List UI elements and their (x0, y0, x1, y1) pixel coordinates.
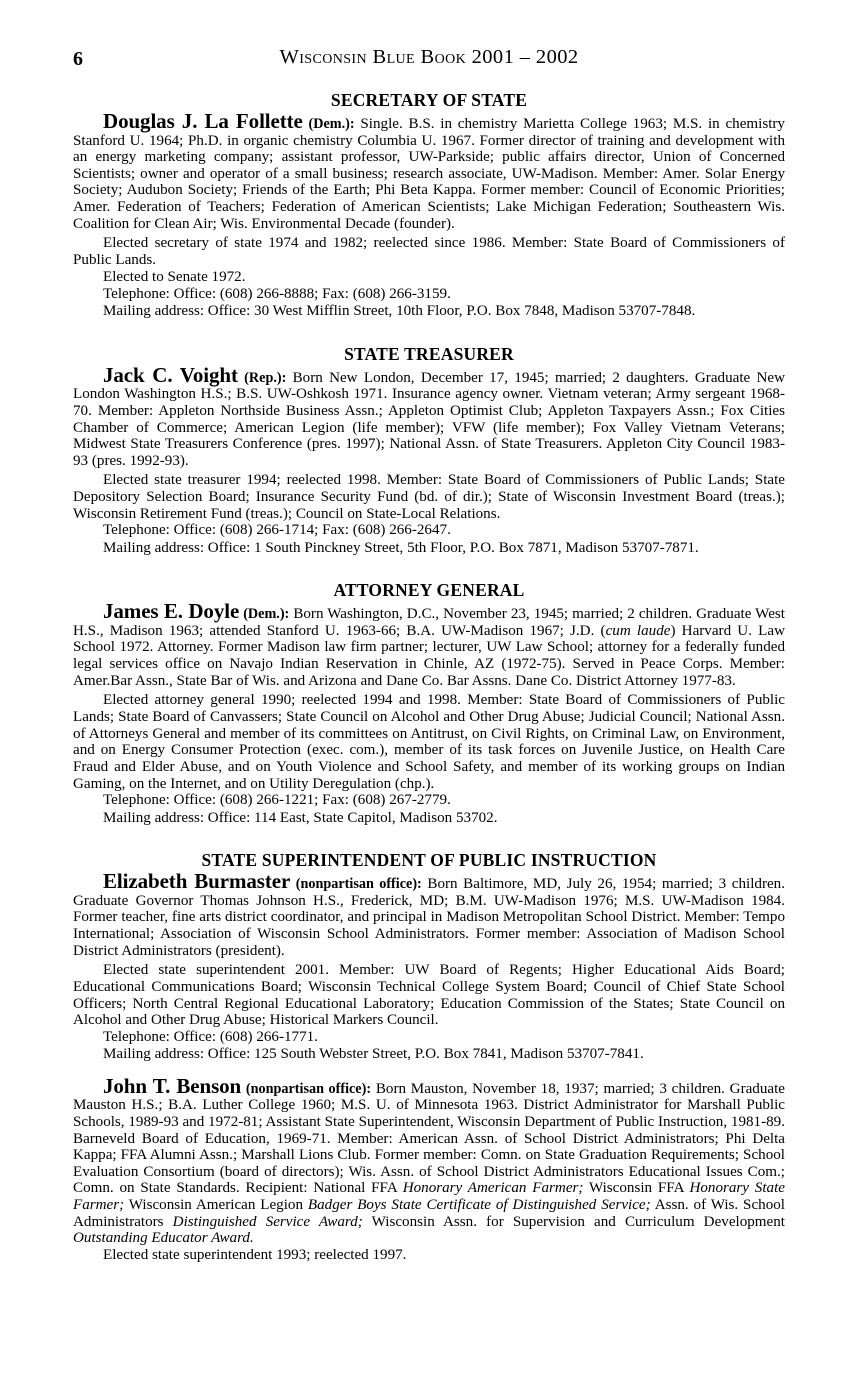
page-number: 6 (73, 48, 83, 70)
official-mailing-line: Mailing address: Office: 114 East, State Capitol, Madison 53702. (103, 809, 498, 826)
section-gap (73, 321, 785, 335)
official-mailing-line: Mailing address: Office: 1 South Pinckney Street, 5th Floor, P.O. Box 7871, Madison 53707-7871. (103, 539, 699, 556)
official-bio-text: Single. B.S. in chemistry Marietta College 1963; M.S. in chemistry Stanford U. 1964; Ph.D. in organic chemistry Columbia U. 1967. Former director of training and development with an energy marketing company; assistant professor, UW-Parkside; public affairs director, Union of Concerned Scientists; owner and operator of a small business; research associate, UW-Madison. Member: Amer. Solar Energy Society; Audubon Society; Friends of the Earth; Phi Beta Kappa. Former member: Council of Economic Priorities; Amer. Federation of Teachers; Federation of American Scientists; Lake Michigan Federation; Southeastern Wis. Coalition for Clean Air; Wis. Environmental Decade (founder). (73, 116, 785, 232)
official-name: John T. Benson (103, 1073, 242, 1098)
official-detail-line: Elected to Senate 1972. (103, 268, 246, 285)
official-bio-text-mid: Assn. of Wis. School Administrators (73, 1197, 785, 1230)
official-telephone-line: Telephone: Office: (608) 266-1221; Fax: (608) 267-2779. (103, 792, 451, 809)
official-bio-text: Born Baltimore, MD, July 26, 1954; married; 3 children. Graduate Governor Thomas Johnson H.S., Frederick, MD; B.M. UW-Madison 1976; M.S. UW-Madison 1984. Former teacher, fine arts district coordinator, and principal in Madison Metropolitan School District. Member: Tempo International; Association of Wisconsin School Administrators. Former member: Association of Madison School District Administrators (president). (73, 876, 785, 959)
section-gap (73, 827, 785, 841)
official-telephone-line: Telephone: Office: (608) 266-8888; Fax: (608) 266-3159. (103, 285, 451, 302)
official-elected-line: Elected state superintendent 1993; reelected 1997. (103, 1246, 407, 1263)
award-title-honorary-state-farmer: Honorary State Farmer; (73, 1180, 785, 1214)
award-title-badger-boys-state: Badger Boys State Certificate of Distinguished Service; (307, 1197, 651, 1214)
book-title: Wisconsin Blue Book 2001 – 2002 (279, 46, 579, 68)
award-title-distinguished-service: Distinguished Service Award; (172, 1213, 363, 1230)
official-bio (73, 869, 785, 959)
official-bio-text-mid: Wisconsin Assn. for Supervision and Curriculum Development (362, 1213, 785, 1230)
official-name: Elizabeth Burmaster (103, 869, 291, 894)
award-title-honorary-american-farmer: Honorary American Farmer; (402, 1180, 584, 1197)
official-name: Douglas J. La Follette (103, 109, 303, 133)
section-state-superintendent (73, 850, 785, 1264)
official-bio-text-pre: Born Washington, D.C., November 23, 1945; married; 2 children. Graduate West H.S., Madison 1963; attended Stanford U. 1963-66; B.A. UW-Madison 1967; J.D. ( (73, 606, 785, 639)
official-name: Jack C. Voight (103, 362, 238, 387)
official-party: (Rep.): (244, 369, 287, 386)
official-mailing-line: Mailing address: Office: 30 West Mifflin Street, 10th Floor, P.O. Box 7848, Madison 53707-7848. (103, 303, 696, 320)
official-service-paragraph: Elected attorney general 1990; reelected 1994 and 1998. Member: State Board of Commissioners of Public Lands; State Board of Canvassers; State Council on Alcohol and Other Drug Abuse; Judicial Council; National Assn. of Attorneys General and member of its committees on Antitrust, on Civil Rights, on Criminal Law, on Environment, and on Energy Consumer Protection (exec. com.), member of its task forces on Juvenile Justice, on Health Care Fraud and Elder Abuse, and on Youth Violence and School Safety, and member of its working groups on Indian Gaming, on the Internet, and on Utility Deregulation (chp.). (73, 692, 785, 792)
official-party: (nonpartisan office): (295, 876, 422, 893)
official-bio (73, 599, 785, 689)
official-bio-text: Born New London, December 17, 1945; married; 2 daughters. Graduate New London Washington H.S.; B.S. UW-Oshkosh 1971. Insurance agency owner. Vietnam veteran; Army sergeant 1968-70. Member: Appleton Northside Business Assn.; Appleton Optimist Club; Appleton Taxpayers Assn.; Fox Cities Chamber of Commerce; American Legion (life member); VFW (life member); Fox Valley Vietnam Veterans; Midwest State Treasurers Conference (pres. 1997); National Assn. of State Treasurers. Appleton City Council 1983-93 (pres. 1992-93). (73, 369, 785, 469)
official-bio-text-mid: Wisconsin American Legion (124, 1197, 308, 1214)
official-service-paragraph: Elected state superintendent 2001. Member: UW Board of Regents; Higher Educational Aids Board; Educational Communications Board; Wisconsin Technical College System Board; Council of Chief State School Officers; North Central Regional Educational Laboratory; Education Commission of the States; State Council on Alcohol and Other Drug Abuse; Historical Markers Council. (73, 962, 785, 1029)
running-head (73, 46, 785, 80)
official-service-paragraph: Elected secretary of state 1974 and 1982; reelected since 1986. Member: State Board of Commissioners of Public Lands. (73, 235, 785, 268)
official-party: (Dem.): (308, 116, 355, 132)
official-party: (nonpartisan office): (245, 1080, 372, 1097)
official-bio-text-mid: Wisconsin FFA (583, 1180, 690, 1197)
award-title-outstanding-educator: Outstanding Educator Award. (73, 1230, 254, 1247)
section-state-treasurer (73, 344, 785, 557)
official-bio-text-pre: Born Mauston, November 18, 1937; married; 3 children. Graduate Mauston H.S.; B.A. Luther College 1960; M.S. U. of Minnesota 1963. District Administrator for Marshall Public Schools, 1989-93 and 1972-81; Assistant State Superintendent, Wisconsin Department of Public Instruction, 1981-89. Barneveld Board of Education, 1969-71. Member: American Assn. of School District Administrators; Phi Delta Kappa; FFA Alumni Assn.; Marshall Lions Club. Former member: Comn. on State Graduation Requirements; School Evaluation Consortium (board of directors); Wis. Assn. of School District Administrators Educational Issues Com.; Comn. on State Standards. Recipient: National FFA (73, 1080, 785, 1197)
section-secretary-of-state (73, 90, 785, 321)
official-bio (73, 109, 785, 232)
office-heading: STATE TREASURER (344, 343, 514, 364)
official-party: (Dem.): (243, 606, 290, 623)
official-telephone-line: Telephone: Office: (608) 266-1771. (103, 1029, 318, 1046)
section-attorney-general (73, 580, 785, 827)
official-mailing-line: Mailing address: Office: 125 South Webster Street, P.O. Box 7841, Madison 53707-7841. (103, 1046, 644, 1063)
official-service-paragraph: Elected state treasurer 1994; reelected 1998. Member: State Board of Commissioners of Public Lands; State Depository Selection Board; Insurance Security Fund (bd. of dir.); State of Wisconsin Investment Board (treas.); Wisconsin Retirement Fund (treas.); Council on State-Local Relations. (73, 472, 785, 522)
official-telephone-line: Telephone: Office: (608) 266-1714; Fax: (608) 266-2647. (103, 522, 451, 539)
official-bio-text-post: ) Harvard U. Law School 1972. Attorney. Former Madison law firm partner; lecturer, UW Law School; attorney for a federally funded legal services office on Navajo Indian Reservation in Chinle, AZ (1972-75). Served in Peace Corps. Member: Amer.Bar Assn., State Bar of Wis. and Arizona and Dane Co. Bar Assns. Dane Co. District Attorney 1977-83. (73, 622, 785, 689)
office-heading: ATTORNEY GENERAL (333, 580, 525, 601)
office-heading: STATE SUPERINTENDENT OF PUBLIC INSTRUCTION (201, 850, 657, 871)
official-bio (73, 1073, 785, 1247)
section-gap (73, 557, 785, 571)
official-bio-latin-phrase: cum laude (605, 622, 671, 639)
office-heading: SECRETARY OF STATE (330, 90, 528, 110)
official-bio (73, 362, 785, 470)
official-name: James E. Doyle (103, 599, 240, 624)
